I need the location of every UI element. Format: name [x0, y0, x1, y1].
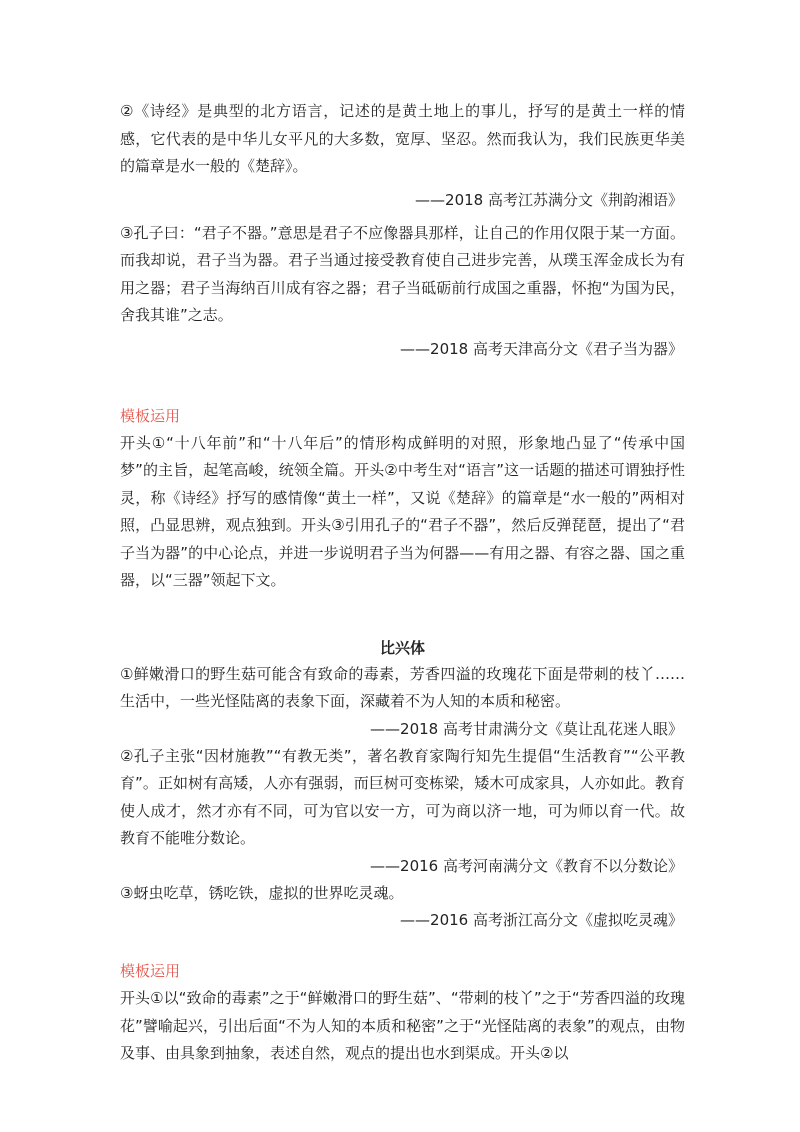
example-paragraph-shijing: ②《诗经》是典型的北方语言，记述的是黄土地上的事儿，抒写的是黄土一样的情感，它代表的是中华儿女平凡的大多数，宽厚、坚忍。然而我认为，我们民族更华美的篇章是水一般的《楚辞》。 [120, 102, 685, 175]
example-source-tianjin: ——2018 高考天津高分文《君子当为器》 [400, 339, 683, 358]
example-source-gansu: ——2018 高考甘肃满分文《莫让乱花迷人眼》 [370, 719, 683, 738]
example-source-henan: ——2016 高考河南满分文《教育不以分数论》 [370, 856, 683, 875]
template-usage-label-2: 模板运用 [120, 962, 181, 980]
example-paragraph-virtual: ③蚜虫吃草，锈吃铁，虚拟的世界吃灵魂。 [120, 883, 404, 902]
example-source-zhejiang: ——2016 高考浙江高分文《虚拟吃灵魂》 [400, 911, 683, 929]
template-usage-label: 模板运用 [120, 406, 181, 425]
example-paragraph-junzi: ③孔子曰：“君子不器。”意思是君子不应像器具那样，让自己的作用仅限于某一方面。而我却说，君子当为器。君子当通过接受教育使自己进步完善，从璞玉浑金成长为有用之器；君子当海纳百川成有容之器；君子当砥砺前行成国之重器，怀抱“为国为民，舍我其谁”之志。 [120, 223, 685, 324]
template-usage-paragraph: 开头①“十八年前”和“十八年后”的情形构成鲜明的对照，形象地凸显了“传承中国梦”的主旨，起笔高峻，统领全篇。开头②中考生对“语言”这一话题的描述可谓独抒性灵，称《诗经》抒写的感情像“黄土一样”，又说《楚辞》的篇章是“水一般的”两相对照，凸显思辨，观点独到。开头③引用孔子的“君子不器”，然后反弹琵琶，提出了“君子当为器”的中心论点，并进一步说明君子当为何器——有用之器、有容之器、国之重器，以“三器”领起下文。 [120, 433, 685, 589]
section-title-bixing: 比兴体 [379, 638, 425, 657]
example-paragraph-mushroom: ①鲜嫩滑口的野生菇可能含有致命的毒素，芳香四溢的玫瑰花下面是带刺的枝丫……生活中，一些光怪陆离的表象下面，深藏着不为人知的本质和秘密。 [120, 664, 685, 710]
document-page [120, 98, 685, 1068]
example-source-jiangsu: ——2018 高考江苏满分文《荆韵湘语》 [415, 190, 683, 209]
template-usage-paragraph-2: 开头①以“致命的毒素”之于“鲜嫩滑口的野生菇”、“带刺的枝丫”之于“芳香四溢的玫瑰花”譬喻起兴，引出后面“不为人知的本质和秘密”之于“光怪陆离的表象”的观点，由物及事、由具象到抽象，表述自然，观点的提出也水到渠成。开头②以 [120, 989, 685, 1062]
example-paragraph-education: ②孔子主张“因材施教”“有教无类”，著名教育家陶行知先生提倡“生活教育”“公平教育”。正如树有高矮，人亦有强弱，而巨树可变栋梁，矮木可成家具，人亦如此。教育使人成才，然才亦有不同，可为官以安一方，可为商以济一地，可为师以育一代。故教育不能唯分数论。 [120, 746, 685, 847]
